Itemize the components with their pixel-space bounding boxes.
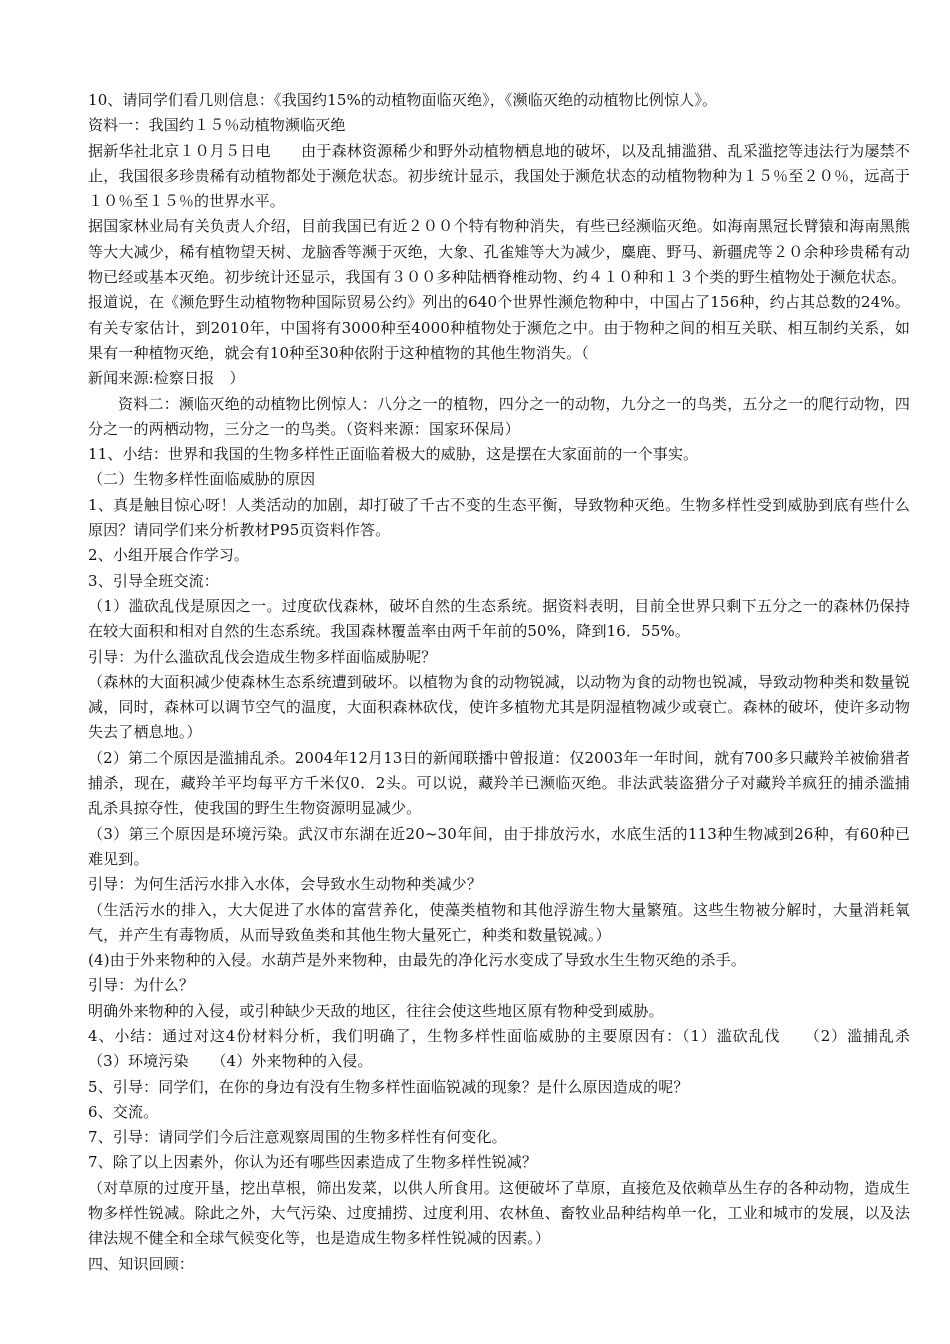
step-3: 3、引导全班交流：	[88, 571, 219, 590]
summary-step-4: 4、小结：通过对这4份材料分析，我们明确了，生物多样性面临威胁的主要原因有：（1）滥砍乱伐 （2）滥捕乱杀 （3）环境污染 （4）外来物种的入侵。	[88, 1026, 941, 1071]
summary-item-11: 11、小结：世界和我国的生物多样性正面临着极大的威胁，这是摆在大家面前的一个事实。	[88, 445, 699, 464]
section-two-heading: （二）生物多样性面临威胁的原因	[88, 470, 316, 489]
reason-3: （3）第三个原因是环境污染。武汉市东湖在近20~30年间，由于排放污水，水底生活的113种生物减到26种，有60种已难见到。	[88, 824, 910, 868]
answer-1: （森林的大面积减少使森林生态系统遭到破坏。以植物为食的动物锐减，以动物为食的动物也锐减，导致动物种类和数量锐减，同时，森林可以调节空气的温度，大面积森林砍伐，使许多植物尤其是阴湿植物减少或衰亡。森林的破坏，使许多动物失去了栖息地。）	[88, 672, 910, 742]
source-two-para: 资料二：濒临灭绝的动植物比例惊人：八分之一的植物，四分之一的动物，九分之一的鸟类，五分之一的爬行动物，四分之一的两栖动物，三分之一的鸟类。（资料来源：国家环保局）	[88, 394, 910, 438]
intro-item-10: 10、请同学们看几则信息：《我国约15%的动植物面临灭绝》，《濒临灭绝的动植物比例惊人》。	[88, 91, 718, 109]
step-2: 2、小组开展合作学习。	[88, 546, 250, 565]
news-source-line: 新闻来源:检察日报 ）	[88, 369, 245, 388]
guide-question-2: 引导：为何生活污水排入水体，会导致水生动物种类减少？	[88, 875, 482, 894]
answer-3: 明确外来物种的入侵，或引种缺少天敌的地区，往往会使这些地区原有物种受到威胁。	[88, 1001, 664, 1020]
step-6: 6、交流。	[88, 1102, 159, 1121]
reason-2: （2）第二个原因是滥捕乱杀。2004年12月13日的新闻联播中曾报道：仅2003年一年时间，就有700多只藏羚羊被偷猎者捕杀，现在，藏羚羊平均每平方千米仅0．2头。可以说，藏羚羊已濒临灭绝。非法武装盗猎分子对藏羚羊疯狂的捕杀滥捕乱杀具掠夺性，使我国的野生生物资源明显减少。	[88, 748, 910, 818]
guide-question-1: 引导：为什么滥砍乱伐会造成生物多样面临威胁呢？	[88, 647, 437, 666]
source-one-para-1: 据新华社北京１０月５日电 由于森林资源稀少和野外动植物栖息地的破坏，以及乱捕滥猎、乱采滥挖等违法行为屡禁不止，我国很多珍贵稀有动植物都处于濒危状态。初步统计显示，我国处于濒危状态的动植物物种为１５％至２０％，远高于１０％至１５％的世界水平。	[88, 141, 910, 211]
source-one-para-2: 据国家林业局有关负责人介绍，目前我国已有近２００个特有物种消失，有些已经濒临灭绝。如海南黑冠长臂猿和海南黑熊等大大减少，稀有植物望天树、龙脑香等濒于灭绝，大象、孔雀雉等大为减少，麋鹿、野马、新疆虎等２０余种珍贵稀有动物已经或基本灭绝。初步统计还显示，我国有３００多种陆栖脊椎动物、约４１０种和１３个类的野生植物处于濒危状态。	[88, 217, 910, 287]
reason-4: (4)由于外来物种的入侵。水葫芦是外来物种，由最先的净化污水变成了导致水生生物灭绝的杀手。	[88, 951, 747, 970]
guide-question-3: 引导：为什么？	[88, 976, 195, 995]
answer-4: （对草原的过度开垦，挖出草根，筛出发菜，以供人所食用。这便破坏了草原，直接危及依赖草丛生存的各种动物，造成生物多样性锐减。除此之外，大气污染、过度捕捞、过度利用、农林鱼、畜牧业品种结构单一化，工业和城市的发展，以及法律法规不健全和全球气候变化等，也是造成生物多样性锐减的因素。）	[88, 1178, 910, 1248]
reason-1: （1）滥砍乱伐是原因之一。过度砍伐森林，破坏自然的生态系统。据资料表明，目前全世界只剩下五分之一的森林仍保持在较大面积和相对自然的生态系统。我国森林覆盖率由两千年前的50%，降到16．55%。	[88, 596, 910, 641]
step-7a: 7、引导：请同学们今后注意观察周围的生物多样性有何变化。	[88, 1128, 507, 1147]
source-one-heading: 资料一：我国约１５％动植物濒临灭绝	[88, 116, 346, 135]
document-page	[88, 88, 941, 1277]
step-5: 5、引导：同学们，在你的身边有没有生物多样性面临锐减的现象？是什么原因造成的呢？	[88, 1077, 689, 1096]
step-7b: 7、除了以上因素外，你认为还有哪些因素造成了生物多样性锐减？	[88, 1153, 538, 1172]
section-four-heading: 四、知识回顾：	[88, 1254, 195, 1273]
source-one-para-3: 报道说，在《濒危野生动植物物种国际贸易公约》列出的640个世界性濒危物种中，中国占了156种，约占其总数的24%。有关专家估计，到2010年，中国将有3000种至4000种植物处于濒危之中。由于物种之间的相互关联、相互制约关系，如果有一种植物灭绝，就会有10种至30种依附于这种植物的其他生物消失。（	[88, 293, 910, 362]
answer-2: （生活污水的排入，大大促进了水体的富营养化，使藻类植物和其他浮游生物大量繁殖。这些生物被分解时，大量消耗氧气，并产生有毒物质，从而导致鱼类和其他生物大量死亡，种类和数量锐减。）	[88, 900, 910, 944]
step-1: 1、真是触目惊心呀！人类活动的加剧，却打破了千古不变的生态平衡，导致物种灭绝。生物多样性受到威胁到底有些什么原因？请同学们来分析教材P95页资料作答。	[88, 495, 910, 540]
